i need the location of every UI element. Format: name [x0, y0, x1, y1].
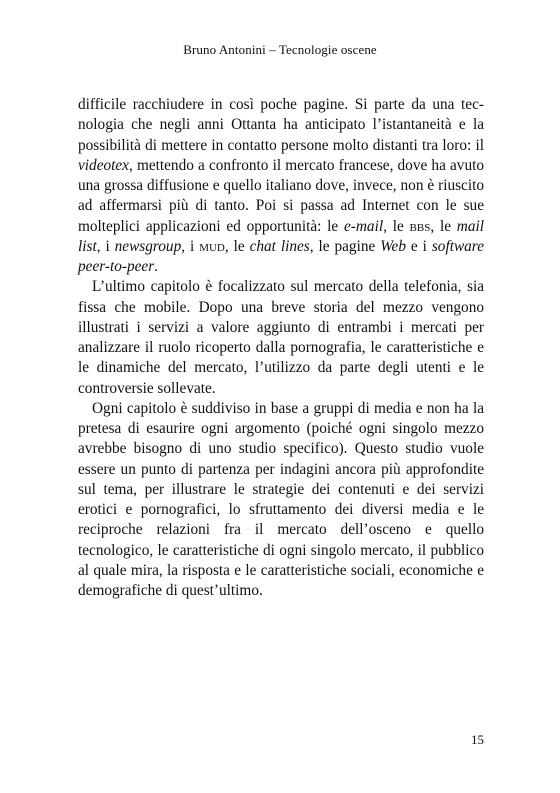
page-number: 15 [471, 732, 484, 747]
term-newsgroup: newsgroup [114, 237, 182, 255]
term-mail-list: mail list [78, 217, 484, 255]
text-run: , le [224, 237, 250, 255]
paragraph-2: L’ultimo capitolo è focalizzato sul mercato della telefonia, sia fissa che mobile. Dopo una breve storia del mezzo vengono illustrati i servizi a valore aggiunto di entrambi i mercati per analizzare il ruolo ricoperto dalla pornografia, le caratteristiche e le dinamiche del mercato, l’utilizzo da parte degli utenti e le controversie sollevate. [78, 278, 484, 397]
text-run: e i [406, 237, 432, 255]
text-run: difficile racchiudere in così poche pagine. Si parte da una tecnologia che negli anni Ottanta ha anticipato l’istantaneità e la possibilità di mettere in contatto persone molto distanti tra loro: il [78, 96, 484, 154]
text-run: , le pagine [309, 237, 381, 255]
term-bbs: bbs [409, 217, 431, 235]
term-mud: mud [199, 237, 225, 255]
term-chat-lines: chat lines [249, 237, 310, 255]
text-run: , le [430, 217, 457, 235]
paragraph-1 [78, 95, 484, 277]
text-run: . [154, 258, 158, 275]
text-run: , i [181, 237, 200, 255]
body-text [78, 95, 484, 601]
term-videotex: videotex [78, 156, 129, 174]
term-web: Web [380, 237, 406, 255]
term-software-p2p: software peer-to-peer [78, 237, 484, 275]
text-run: , mettendo a confronto il mercato francese, dove ha avuto una grossa diffusione e quello italiano dove, invece, non è riuscito ad affermarsi più di tanto. Poi si passa ad Internet con le sue molteplici applicazioni ed opportunità: le [78, 156, 484, 235]
term-email: e-mail [344, 217, 384, 235]
text-run: , le [383, 217, 410, 235]
running-header: Bruno Antonini – Tecnologie oscene [183, 42, 377, 57]
text-run: , i [96, 237, 115, 255]
paragraph-3: Ogni capitolo è suddiviso in base a gruppi di media e non ha la pretesa di esaurire ogni argomento (poiché ogni singolo mezzo avrebbe bisogno di uno studio specifico). Questo studio vuole essere un punto di partenza per indagini ancora più approfondite sul tema, per illustrare le strategie dei contenuti e dei servizi erotici e pornografici, lo sfruttamento dei diversi media e le reciproche relazioni fra il mercato dell’osceno e quello tecnologico, le caratteristiche di ogni singolo mercato, il pubblico al quale mira, la risposta e le caratteristiche sociali, economiche e demografiche di quest’ultimo. [78, 399, 484, 599]
